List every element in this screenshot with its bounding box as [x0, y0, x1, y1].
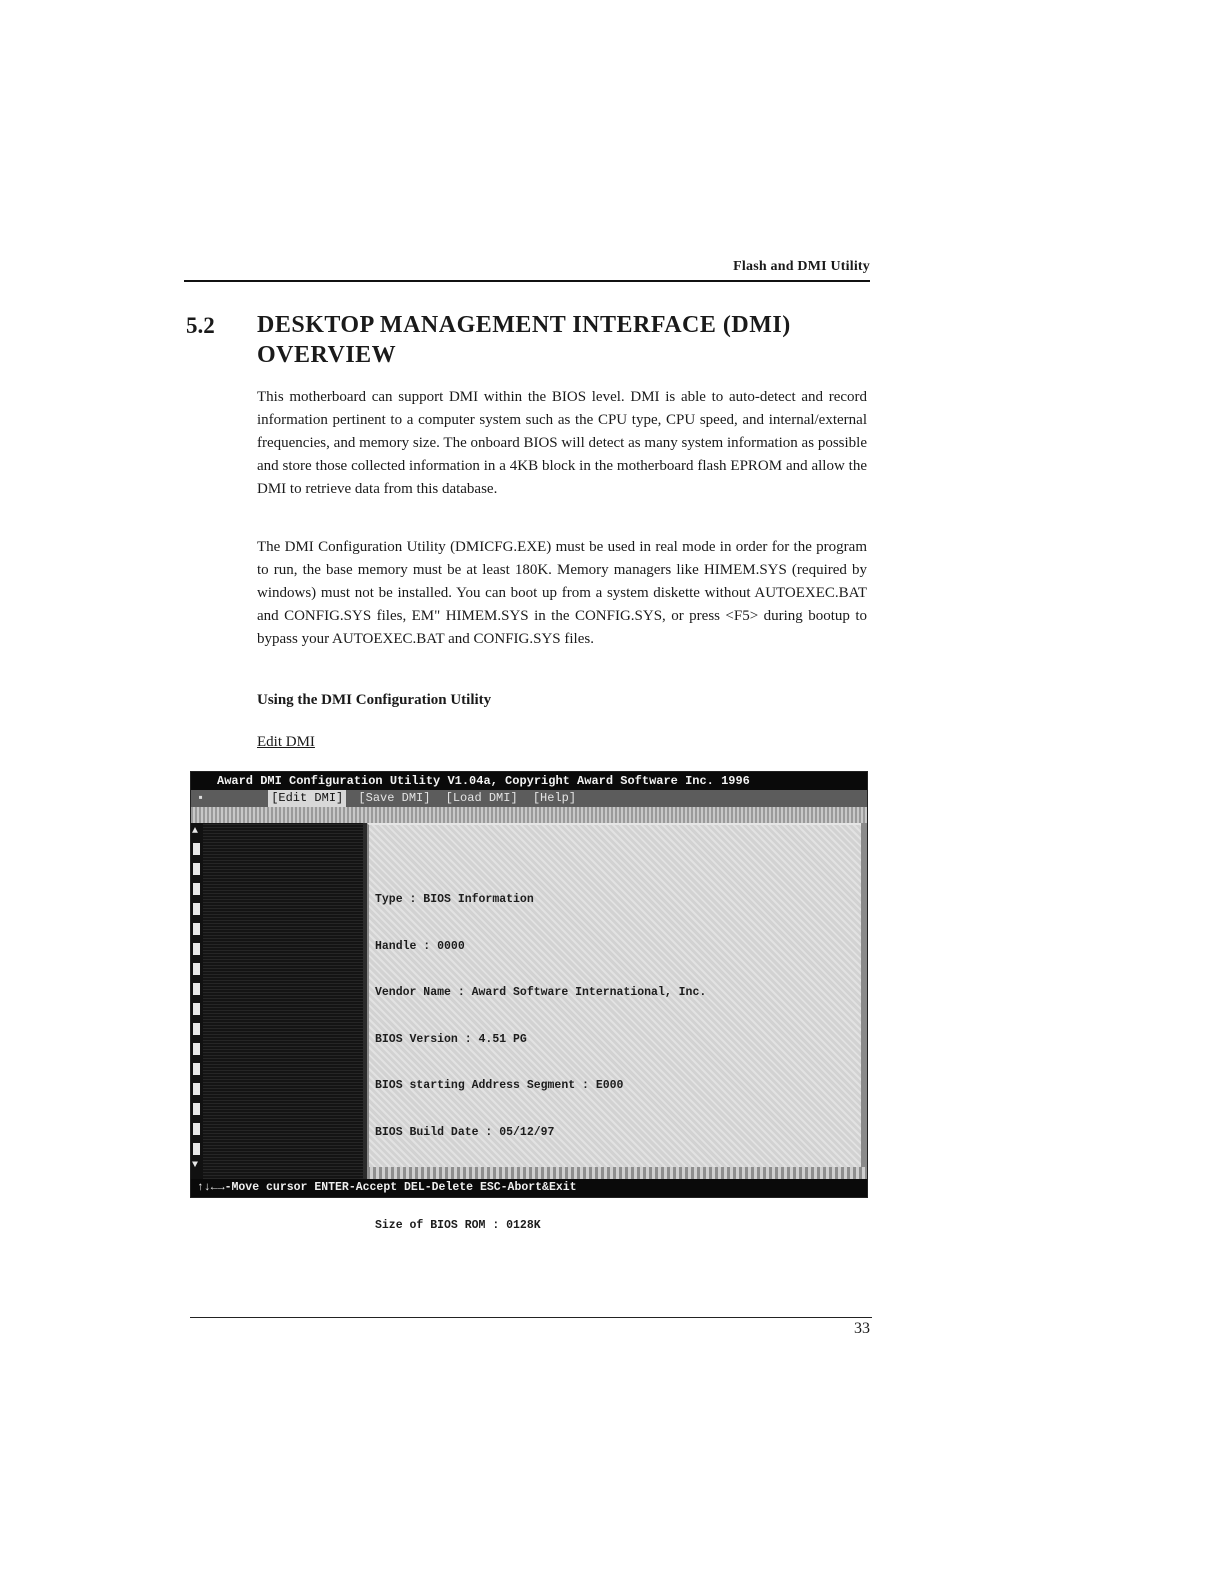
section-number: 5.2: [186, 313, 215, 338]
menu-load-dmi[interactable]: [Load DMI]: [445, 791, 518, 805]
bios-info-lines: [375, 861, 706, 1264]
field-bios-version[interactable]: BIOS Version : 4.51 PG: [375, 1032, 527, 1046]
tree-marker-icon: [193, 1123, 200, 1135]
menu-save-dmi[interactable]: [Save DMI]: [358, 791, 431, 805]
tree-scroll-indicator: [191, 823, 203, 1179]
bios-screenshot: [190, 771, 868, 1232]
running-header: Flash and DMI Utility: [733, 259, 870, 274]
tree-marker-icon: [193, 1143, 200, 1155]
tree-marker-icon: [193, 1083, 200, 1095]
panel-scrollbar[interactable]: [861, 823, 867, 1179]
system-menu-icon[interactable]: ▪: [197, 791, 205, 805]
menu-help[interactable]: [Help]: [532, 791, 577, 805]
tree-marker-icon: [193, 1023, 200, 1035]
field-bios-build-date[interactable]: BIOS Build Date : 05/12/97: [375, 1125, 555, 1139]
scroll-up-icon[interactable]: ▲: [192, 826, 199, 837]
field-type[interactable]: Type : BIOS Information: [375, 893, 534, 906]
page-number: 33: [854, 1320, 870, 1337]
menu-edit-dmi[interactable]: [Edit DMI]: [268, 790, 346, 807]
tree-marker-icon: [193, 863, 200, 875]
scroll-down-icon[interactable]: ▼: [192, 1160, 199, 1171]
paragraph-dmi-utility-requirements: The DMI Configuration Utility (DMICFG.EXE) must be used in real mode in order for the program to run, the base memory must be at least 180K. Memory managers like HIMEM.SYS (required by windows) must not be installed. You can boot up from a system diskette without AUTOEXEC.BAT and CONFIG.SYS files, EM" HIMEM.SYS in the CONFIG.SYS, or press <F5> during bootup to bypass your AUTOEXEC.BAT and CONFIG.SYS files.: [257, 539, 867, 647]
tree-marker-icon: [193, 943, 200, 955]
paragraph-dmi-overview: This motherboard can support DMI within the BIOS level. DMI is able to auto-detect and record information pertinent to a computer system such as the CPU type, CPU speed, and internal/external frequencies, and memory size. The onboard BIOS will detect as many system information as possible and store those collected information in a 4KB block in the motherboard flash EPROM and allow the DMI to retrieve data from this database.: [257, 389, 867, 497]
dmi-tree-pane[interactable]: [203, 823, 363, 1179]
section-title: DESKTOP MANAGEMENT INTERFACE (DMI) OVERVIEW: [257, 312, 791, 368]
field-bios-rom-size[interactable]: Size of BIOS ROM : 0128K: [375, 1218, 541, 1232]
footer-rule: [190, 1317, 872, 1318]
screen-menu-bar: [191, 790, 867, 807]
tree-marker-icon: [193, 963, 200, 975]
subheading: Using the DMI Configuration Utility: [257, 692, 492, 708]
tree-marker-icon: [193, 1063, 200, 1075]
header-rule: [184, 280, 870, 282]
field-vendor-name[interactable]: Vendor Name : Award Software International, Inc.: [375, 986, 707, 999]
tree-marker-icon: [193, 1043, 200, 1055]
tree-marker-icon: [193, 1003, 200, 1015]
field-bios-start-segment[interactable]: BIOS starting Address Segment : E000: [375, 1079, 624, 1092]
tree-marker-icon: [193, 883, 200, 895]
edit-dmi-heading: Edit DMI: [257, 734, 315, 750]
tree-marker-icon: [193, 903, 200, 915]
tree-marker-icon: [193, 843, 200, 855]
panel-bottom-strip: [367, 1167, 867, 1179]
tree-marker-icon: [193, 983, 200, 995]
screen-status-bar: ↑↓←→-Move cursor ENTER-Accept DEL-Delete ESC-Abort&Exit: [191, 1179, 867, 1197]
field-handle[interactable]: Handle : 0000: [375, 939, 465, 953]
screen-title-bar: Award DMI Configuration Utility V1.04a, Copyright Award Software Inc. 1996: [191, 772, 867, 790]
tree-marker-icon: [193, 923, 200, 935]
tree-marker-icon: [193, 1103, 200, 1115]
toolbar-strip: [191, 807, 867, 823]
